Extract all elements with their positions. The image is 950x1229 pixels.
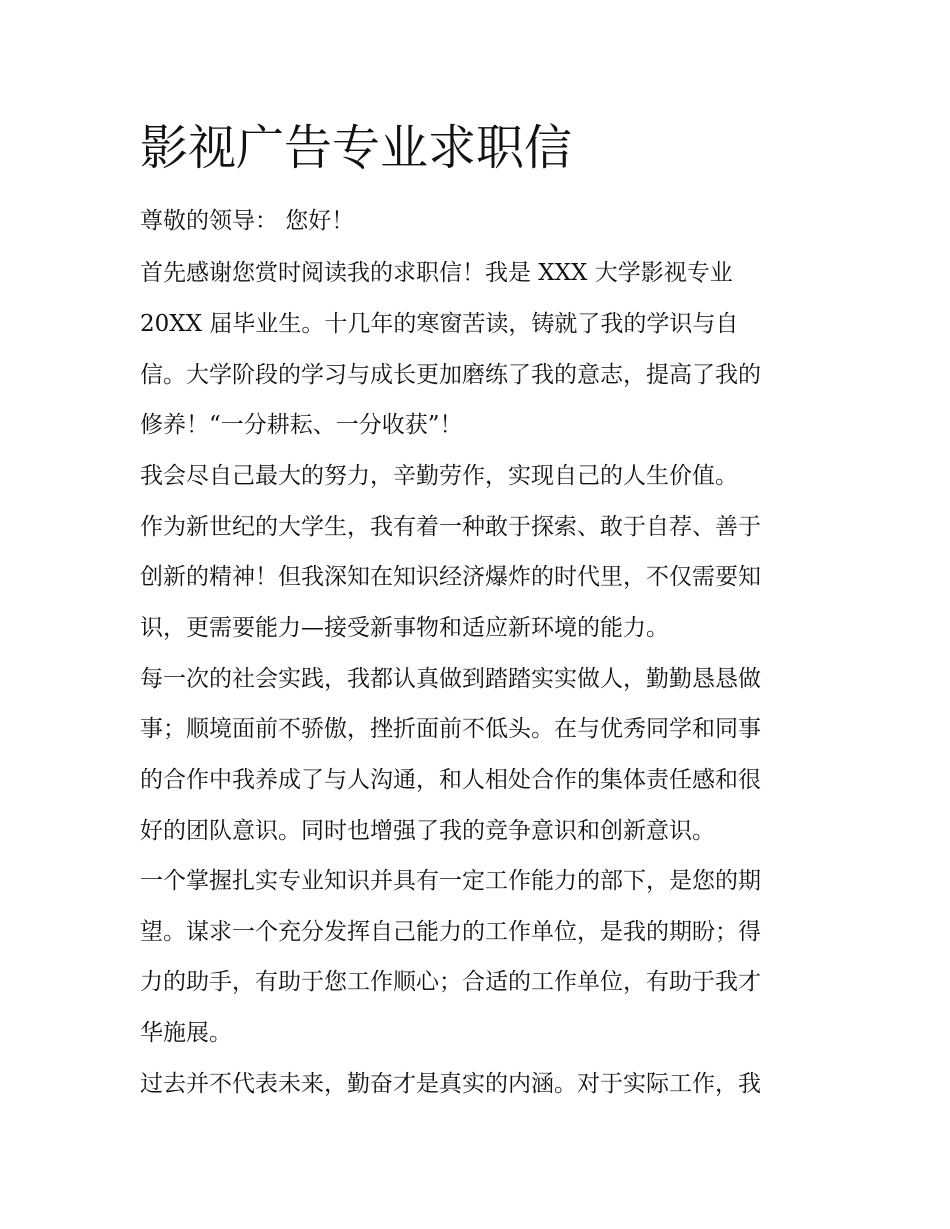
- body-line: 一个掌握扎实专业知识并具有一定工作能力的部下，是您的期: [140, 868, 761, 894]
- body-line: 我会尽自己最大的努力，辛勤劳作，实现自己的人生价值。: [140, 463, 738, 489]
- body-line: 信。大学阶段的学习与成长更加磨练了我的意志，提高了我的: [140, 362, 761, 388]
- salutation-line: 尊敬的领导： 您好！: [140, 208, 355, 234]
- body-line: 首先感谢您赏时阅读我的求职信！我是 XXX 大学影视专业: [140, 260, 733, 286]
- body-line: 力的助手，有助于您工作顺心；合适的工作单位，有助于我才: [140, 969, 761, 995]
- body-line: 每一次的社会实践，我都认真做到踏踏实实做人，勤勤恳恳做: [140, 666, 761, 692]
- body-line: 的合作中我养成了与人沟通，和人相处合作的集体责任感和很: [140, 767, 761, 793]
- body-line: 好的团队意识。同时也增强了我的竞争意识和创新意识。: [140, 818, 715, 844]
- body-line: 望。谋求一个充分发挥自己能力的工作单位，是我的期盼；得: [140, 919, 761, 945]
- body-line: 创新的精神！但我深知在知识经济爆炸的时代里，不仅需要知: [140, 564, 761, 590]
- body-line: 识，更需要能力—接受新事物和适应新环境的能力。: [140, 615, 669, 641]
- body-line: 20XX 届毕业生。十几年的寒窗苦读，铸就了我的学识与自: [140, 311, 739, 337]
- body-line: 华施展。: [140, 1020, 232, 1046]
- document-title: 影视广告专业求职信: [140, 120, 573, 176]
- body-line: 事；顺境面前不骄傲，挫折面前不低头。在与优秀同学和同事: [140, 716, 761, 742]
- body-line: 修养！“一分耕耘、一分收获”！: [140, 412, 463, 438]
- body-line: 作为新世纪的大学生，我有着一种敢于探索、敢于自荐、善于: [140, 514, 761, 540]
- body-line: 过去并不代表未来，勤奋才是真实的内涵。对于实际工作，我: [140, 1071, 761, 1097]
